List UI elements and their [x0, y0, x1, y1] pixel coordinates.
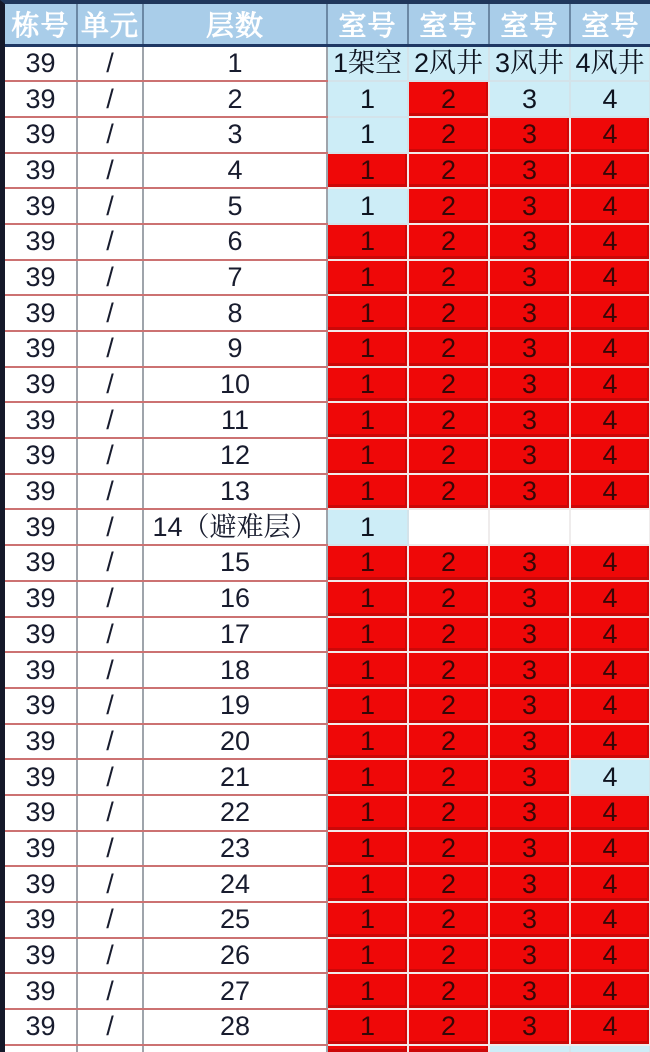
cell-room-3: 3	[489, 1009, 570, 1045]
cell-room-3: 3	[489, 902, 570, 938]
cell-floor: 10	[143, 367, 327, 403]
cell-unit: /	[77, 795, 143, 831]
cell-room-1: 1	[327, 153, 408, 189]
cell-room-1: 1	[327, 617, 408, 653]
cell-room-3: 3	[489, 545, 570, 581]
cell-room-3: 3	[489, 617, 570, 653]
table-row	[5, 902, 650, 938]
cell-building-number: 39	[5, 46, 77, 82]
cell-floor: 4	[143, 153, 327, 189]
cell-unit: /	[77, 652, 143, 688]
header-room-number-3: 室号	[489, 4, 570, 46]
cell-building-number: 39	[5, 831, 77, 867]
cell-room-4: 4	[570, 1009, 650, 1045]
table-row	[5, 688, 650, 724]
cell-room-2: 2	[408, 331, 489, 367]
cell-floor: 9	[143, 331, 327, 367]
table-row	[5, 260, 650, 296]
cell-room-1: 1	[327, 509, 408, 545]
cell-room-1: 1	[327, 902, 408, 938]
header-room-number-2: 室号	[408, 4, 489, 46]
table-row	[5, 795, 650, 831]
cell-room-1: 1	[327, 474, 408, 510]
cell-building-number: 39	[5, 545, 77, 581]
cell-room-3: 3	[489, 688, 570, 724]
cell-room-2: 2	[408, 581, 489, 617]
cell-room-2: 2	[408, 938, 489, 974]
cell-building-number: 39	[5, 688, 77, 724]
cell-unit: /	[77, 46, 143, 82]
cell-room-3: 3	[489, 331, 570, 367]
cell-floor: 11	[143, 402, 327, 438]
cell-room-1: 1	[327, 795, 408, 831]
cell-room-1: 1	[327, 938, 408, 974]
cell-room-4: 4	[570, 581, 650, 617]
cell-room-2: 2	[408, 902, 489, 938]
header-row	[5, 4, 650, 46]
cell-room-1: 1	[327, 81, 408, 117]
cell-unit: /	[77, 759, 143, 795]
header-unit: 单元	[77, 4, 143, 46]
cell-room-4: 4风井	[570, 46, 650, 82]
cell-floor: 8	[143, 295, 327, 331]
cell-floor: 22	[143, 795, 327, 831]
cell-room-4: 4	[570, 367, 650, 403]
cell-room-2: 2	[408, 724, 489, 760]
cell-floor: 16	[143, 581, 327, 617]
cell-unit: /	[77, 367, 143, 403]
cell-room-3: 3	[489, 188, 570, 224]
cell-room-3: 3	[489, 866, 570, 902]
cell-unit: /	[77, 1009, 143, 1045]
cell-room-1: 1	[327, 367, 408, 403]
cell-building-number: 39	[5, 1009, 77, 1045]
cell-building-number: 39	[5, 438, 77, 474]
cell-floor: 3	[143, 117, 327, 153]
table-row	[5, 46, 650, 82]
cell-floor: 19	[143, 688, 327, 724]
cell-room-2: 2	[408, 795, 489, 831]
table-row	[5, 117, 650, 153]
table-row	[5, 402, 650, 438]
cell-room-4	[570, 1045, 650, 1052]
cell-room-4: 4	[570, 402, 650, 438]
cell-floor: 14（避难层）	[143, 509, 327, 545]
cell-room-4: 4	[570, 938, 650, 974]
cell-room-3: 3	[489, 295, 570, 331]
cell-floor: 13	[143, 474, 327, 510]
cell-room-4: 4	[570, 973, 650, 1009]
table-row	[5, 438, 650, 474]
table-row	[5, 759, 650, 795]
cell-room-2	[408, 509, 489, 545]
cell-room-4: 4	[570, 295, 650, 331]
cell-room-2: 2风井	[408, 46, 489, 82]
table-row	[5, 509, 650, 545]
building-room-table	[5, 4, 650, 1052]
cell-floor: 15	[143, 545, 327, 581]
cell-room-1	[327, 1045, 408, 1052]
cell-building-number	[5, 1045, 77, 1052]
cell-room-2: 2	[408, 474, 489, 510]
cell-unit: /	[77, 688, 143, 724]
header-room-number-4: 室号	[570, 4, 650, 46]
cell-room-2: 2	[408, 759, 489, 795]
cell-room-2: 2	[408, 973, 489, 1009]
cell-room-3	[489, 1045, 570, 1052]
cell-room-1: 1	[327, 545, 408, 581]
cell-unit: /	[77, 866, 143, 902]
cell-floor: 6	[143, 224, 327, 260]
cell-room-2: 2	[408, 188, 489, 224]
cell-building-number: 39	[5, 153, 77, 189]
cell-unit: /	[77, 295, 143, 331]
cell-unit: /	[77, 117, 143, 153]
cell-room-4: 4	[570, 688, 650, 724]
cell-unit: /	[77, 153, 143, 189]
cell-room-2: 2	[408, 117, 489, 153]
cell-room-3: 3	[489, 260, 570, 296]
cell-building-number: 39	[5, 759, 77, 795]
cell-unit: /	[77, 617, 143, 653]
cell-room-2: 2	[408, 295, 489, 331]
cell-floor	[143, 1045, 327, 1052]
cell-unit: /	[77, 81, 143, 117]
table-row	[5, 367, 650, 403]
cell-room-4: 4	[570, 545, 650, 581]
cell-building-number: 39	[5, 117, 77, 153]
cell-building-number: 39	[5, 367, 77, 403]
table-row	[5, 617, 650, 653]
cell-floor: 24	[143, 866, 327, 902]
cell-building-number: 39	[5, 331, 77, 367]
cell-building-number: 39	[5, 973, 77, 1009]
cell-unit: /	[77, 260, 143, 296]
cell-room-1: 1	[327, 973, 408, 1009]
cell-room-1: 1	[327, 866, 408, 902]
cell-room-1: 1	[327, 831, 408, 867]
cell-room-3: 3风井	[489, 46, 570, 82]
cell-room-4: 4	[570, 652, 650, 688]
cell-room-3: 3	[489, 438, 570, 474]
cell-unit: /	[77, 973, 143, 1009]
cell-room-2: 2	[408, 367, 489, 403]
cell-room-1: 1	[327, 188, 408, 224]
cell-floor: 23	[143, 831, 327, 867]
cell-building-number: 39	[5, 866, 77, 902]
cell-room-2: 2	[408, 153, 489, 189]
cell-floor: 18	[143, 652, 327, 688]
cell-unit: /	[77, 545, 143, 581]
table-row	[5, 224, 650, 260]
table-row	[5, 474, 650, 510]
cell-room-3: 3	[489, 153, 570, 189]
cell-room-1: 1	[327, 402, 408, 438]
table-row	[5, 866, 650, 902]
cell-room-3: 3	[489, 581, 570, 617]
cell-building-number: 39	[5, 81, 77, 117]
cell-unit: /	[77, 581, 143, 617]
cell-floor: 2	[143, 81, 327, 117]
cell-floor: 27	[143, 973, 327, 1009]
table-row	[5, 973, 650, 1009]
cell-room-2: 2	[408, 402, 489, 438]
cell-room-3	[489, 509, 570, 545]
table-row	[5, 153, 650, 189]
cell-room-4: 4	[570, 153, 650, 189]
cell-floor: 26	[143, 938, 327, 974]
table-row	[5, 831, 650, 867]
cell-floor: 7	[143, 260, 327, 296]
table-row	[5, 581, 650, 617]
cell-unit: /	[77, 188, 143, 224]
cell-floor: 5	[143, 188, 327, 224]
cell-room-2: 2	[408, 688, 489, 724]
cell-room-3: 3	[489, 117, 570, 153]
cell-building-number: 39	[5, 260, 77, 296]
cell-room-4: 4	[570, 795, 650, 831]
cell-room-1: 1	[327, 688, 408, 724]
cell-room-4: 4	[570, 260, 650, 296]
cell-room-1: 1	[327, 117, 408, 153]
cell-room-3: 3	[489, 938, 570, 974]
cell-unit	[77, 1045, 143, 1052]
table-row	[5, 295, 650, 331]
cell-unit: /	[77, 438, 143, 474]
cell-room-4: 4	[570, 866, 650, 902]
cell-room-2: 2	[408, 1009, 489, 1045]
cell-floor: 17	[143, 617, 327, 653]
cell-room-4: 4	[570, 724, 650, 760]
cell-room-1: 1	[327, 260, 408, 296]
table-row	[5, 545, 650, 581]
cell-building-number: 39	[5, 224, 77, 260]
cell-room-4: 4	[570, 759, 650, 795]
cell-building-number: 39	[5, 402, 77, 438]
cell-room-1: 1	[327, 581, 408, 617]
table-row	[5, 188, 650, 224]
cell-floor: 21	[143, 759, 327, 795]
cell-room-4: 4	[570, 331, 650, 367]
cell-unit: /	[77, 902, 143, 938]
cell-building-number: 39	[5, 902, 77, 938]
cell-room-3: 3	[489, 759, 570, 795]
cell-room-2	[408, 1045, 489, 1052]
cell-room-4: 4	[570, 902, 650, 938]
cell-floor: 1	[143, 46, 327, 82]
cell-building-number: 39	[5, 795, 77, 831]
cell-building-number: 39	[5, 295, 77, 331]
cell-room-4: 4	[570, 117, 650, 153]
cell-room-3: 3	[489, 831, 570, 867]
cell-room-4: 4	[570, 438, 650, 474]
cell-building-number: 39	[5, 617, 77, 653]
table-row	[5, 1009, 650, 1045]
cell-room-3: 3	[489, 367, 570, 403]
table-row	[5, 724, 650, 760]
cell-unit: /	[77, 831, 143, 867]
cell-room-1: 1架空	[327, 46, 408, 82]
cell-room-1: 1	[327, 1009, 408, 1045]
cell-room-3: 3	[489, 224, 570, 260]
cell-room-1: 1	[327, 224, 408, 260]
cell-unit: /	[77, 224, 143, 260]
cell-room-4: 4	[570, 617, 650, 653]
cell-building-number: 39	[5, 581, 77, 617]
cell-building-number: 39	[5, 188, 77, 224]
cell-floor: 12	[143, 438, 327, 474]
cell-room-2: 2	[408, 224, 489, 260]
cell-room-2: 2	[408, 545, 489, 581]
cell-room-4: 4	[570, 81, 650, 117]
cell-room-3: 3	[489, 652, 570, 688]
cell-building-number: 39	[5, 724, 77, 760]
cell-room-2: 2	[408, 652, 489, 688]
cell-room-3: 3	[489, 973, 570, 1009]
cell-room-1: 1	[327, 438, 408, 474]
cell-room-3: 3	[489, 724, 570, 760]
cell-room-1: 1	[327, 724, 408, 760]
cell-room-3: 3	[489, 474, 570, 510]
cell-room-1: 1	[327, 652, 408, 688]
table-row	[5, 938, 650, 974]
cell-room-2: 2	[408, 81, 489, 117]
cell-floor: 20	[143, 724, 327, 760]
cell-room-2: 2	[408, 617, 489, 653]
cell-floor: 28	[143, 1009, 327, 1045]
cell-unit: /	[77, 331, 143, 367]
cell-room-4	[570, 509, 650, 545]
cell-unit: /	[77, 509, 143, 545]
table-row	[5, 331, 650, 367]
cell-room-4: 4	[570, 188, 650, 224]
cell-room-2: 2	[408, 831, 489, 867]
cell-room-3: 3	[489, 795, 570, 831]
cell-building-number: 39	[5, 509, 77, 545]
cell-room-4: 4	[570, 474, 650, 510]
cell-building-number: 39	[5, 474, 77, 510]
cell-room-1: 1	[327, 331, 408, 367]
cell-room-2: 2	[408, 260, 489, 296]
cell-building-number: 39	[5, 938, 77, 974]
cell-room-4: 4	[570, 831, 650, 867]
table-row	[5, 652, 650, 688]
cell-room-2: 2	[408, 866, 489, 902]
table-row	[5, 81, 650, 117]
header-building-number: 栋号	[5, 4, 77, 46]
cell-floor: 25	[143, 902, 327, 938]
cell-room-3: 3	[489, 81, 570, 117]
table-row	[5, 1045, 650, 1052]
header-room-number-1: 室号	[327, 4, 408, 46]
cell-unit: /	[77, 402, 143, 438]
cell-room-1: 1	[327, 295, 408, 331]
cell-unit: /	[77, 474, 143, 510]
cell-room-4: 4	[570, 224, 650, 260]
header-floor-count: 层数	[143, 4, 327, 46]
cell-building-number: 39	[5, 652, 77, 688]
cell-room-2: 2	[408, 438, 489, 474]
cell-room-3: 3	[489, 402, 570, 438]
cell-unit: /	[77, 938, 143, 974]
cell-unit: /	[77, 724, 143, 760]
cell-room-1: 1	[327, 759, 408, 795]
